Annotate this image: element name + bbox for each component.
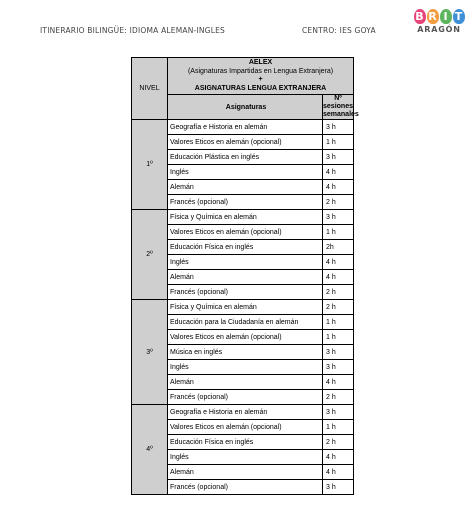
aelex-title: AELEX — [248, 59, 273, 66]
aelex-subtitle: (Asignaturas Impartidas en Lengua Extranjera) — [187, 67, 334, 75]
subject-cell: Música en inglés — [168, 345, 323, 360]
table-row — [132, 210, 354, 225]
hours-cell: 1 h — [323, 135, 354, 150]
hours-cell: 3 h — [323, 150, 354, 165]
level-cell: 2º — [132, 210, 168, 300]
hours-cell: 1 h — [323, 225, 354, 240]
hours-cell: 2 h — [323, 285, 354, 300]
hours-cell: 4 h — [323, 465, 354, 480]
hours-cell: 3 h — [323, 120, 354, 135]
hours-cell: 3 h — [323, 480, 354, 495]
subject-cell: Alemán — [168, 375, 323, 390]
table-row — [132, 300, 354, 315]
subject-cell: Francés (opcional) — [168, 390, 323, 405]
subject-cell: Alemán — [168, 270, 323, 285]
itinerary-title: ITINERARIO BILINGÜE: IDIOMA ALEMAN-INGLES — [40, 26, 225, 35]
hours-cell: 2 h — [323, 435, 354, 450]
logo-subtitle: ARAGÓN — [417, 25, 461, 34]
logo-letter: T — [453, 9, 465, 24]
hours-cell: 4 h — [323, 270, 354, 285]
hours-cell: 2h — [323, 240, 354, 255]
plus-sign: + — [258, 76, 263, 83]
col-asignaturas: Asignaturas — [168, 95, 323, 120]
subject-cell: Inglés — [168, 360, 323, 375]
brit-aragon-logo — [410, 9, 468, 41]
hours-cell: 2 h — [323, 390, 354, 405]
subject-cell: Valores Eticos en alemán (opcional) — [168, 330, 323, 345]
lengua-extranjera-title: ASIGNATURAS LENGUA EXTRANJERA — [194, 84, 327, 92]
subject-cell: Alemán — [168, 180, 323, 195]
logo-letter: R — [428, 10, 437, 23]
table-row — [132, 120, 354, 135]
level-cell: 1º — [132, 120, 168, 210]
subject-cell: Valores Eticos en alemán (opcional) — [168, 135, 323, 150]
hours-cell: 4 h — [323, 255, 354, 270]
subject-cell: Francés (opcional) — [168, 195, 323, 210]
hours-cell: 3 h — [323, 405, 354, 420]
subject-cell: Francés (opcional) — [168, 285, 323, 300]
hours-cell: 4 h — [323, 165, 354, 180]
hours-cell: 1 h — [323, 420, 354, 435]
hours-cell: 2 h — [323, 195, 354, 210]
hours-cell: 3 h — [323, 360, 354, 375]
subjects-table — [131, 57, 359, 495]
aelex-header — [168, 58, 354, 95]
table-row — [132, 405, 354, 420]
hours-cell: 2 h — [323, 300, 354, 315]
subject-cell: Educación Física en inglés — [168, 240, 323, 255]
hours-cell: 1 h — [323, 315, 354, 330]
col-sesiones: Nº sesiones semanales — [323, 95, 359, 118]
subject-cell: Inglés — [168, 165, 323, 180]
subject-cell: Inglés — [168, 450, 323, 465]
hours-cell: 3 h — [323, 345, 354, 360]
subject-cell: Valores Eticos en alemán (opcional) — [168, 225, 323, 240]
logo-letter: I — [440, 9, 452, 24]
level-cell: 3º — [132, 300, 168, 405]
subject-cell: Educación Física en inglés — [168, 435, 323, 450]
hours-cell: 4 h — [323, 180, 354, 195]
subject-cell: Física y Química en alemán — [168, 300, 323, 315]
school-name: CENTRO: IES GOYA — [302, 26, 376, 35]
subject-cell: Geografía e Historia en alemán — [168, 120, 323, 135]
hours-cell: 3 h — [323, 210, 354, 225]
subject-cell: Geografía e Historia en alemán — [168, 405, 323, 420]
hours-cell: 1 h — [323, 330, 354, 345]
hours-cell: 4 h — [323, 375, 354, 390]
subject-cell: Inglés — [168, 255, 323, 270]
subject-cell: Física y Química en alemán — [168, 210, 323, 225]
subject-cell: Alemán — [168, 465, 323, 480]
table-header-row — [132, 58, 354, 95]
nivel-header: NIVEL — [132, 58, 168, 120]
subject-cell: Educación Plástica en inglés — [168, 150, 323, 165]
hours-cell: 4 h — [323, 450, 354, 465]
logo-letter: B — [415, 10, 424, 23]
logo-letters — [410, 9, 468, 24]
subject-cell: Francés (opcional) — [168, 480, 323, 495]
subject-cell: Valores Eticos en alemán (opcional) — [168, 420, 323, 435]
subject-cell: Educación para la Ciudadanía en alemán — [168, 315, 323, 330]
level-cell: 4º — [132, 405, 168, 495]
